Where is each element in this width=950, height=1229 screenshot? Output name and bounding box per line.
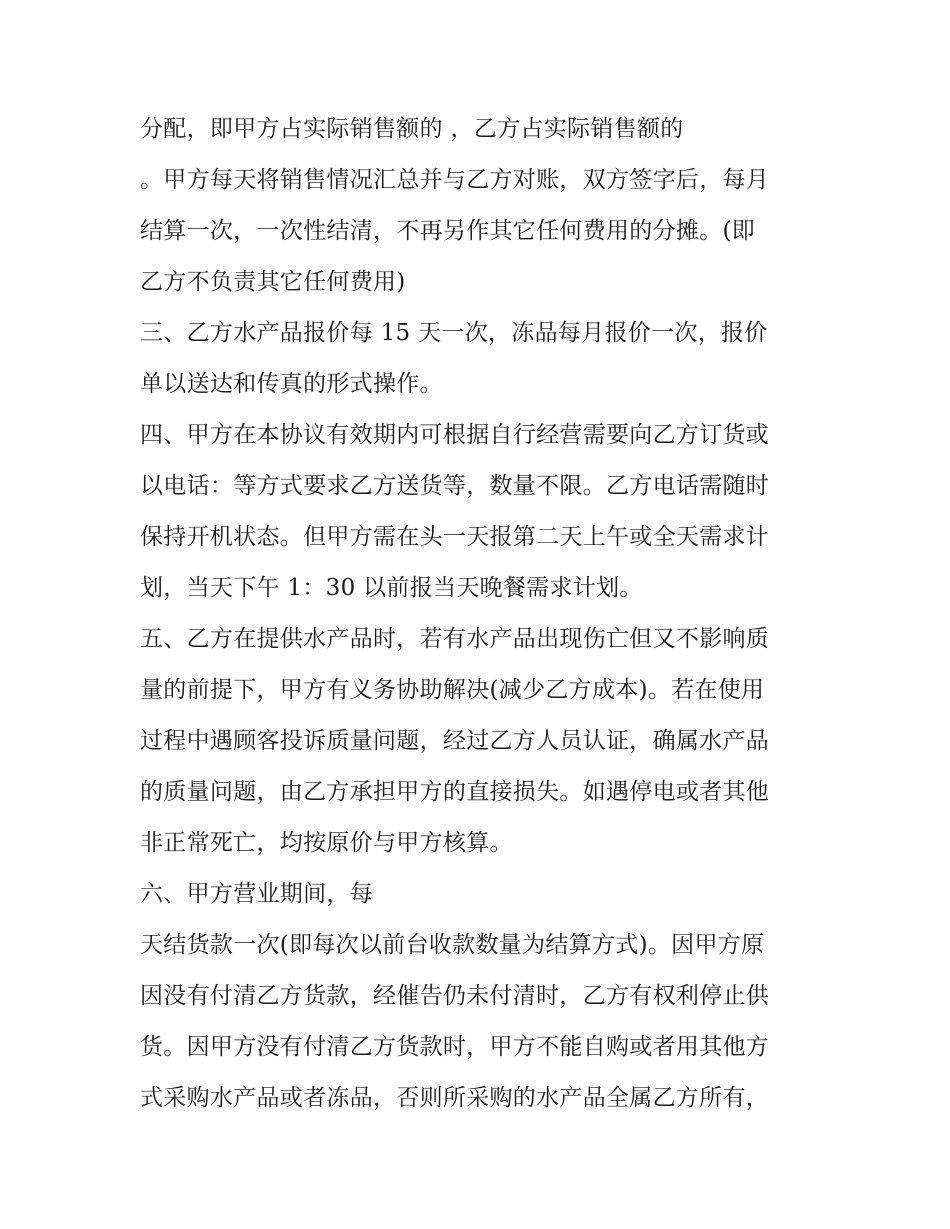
text-line: 过程中遇顾客投诉质量问题，经过乙方人员认证，确属水产品 [140,728,770,754]
text-line: 乙方不负责其它任何费用) [140,269,406,295]
section-3-line: 三、乙方水产品报价每 15 天一次，冻品每月报价一次，报价 [140,320,768,346]
text-line: 非正常死亡，均按原价与甲方核算。 [140,830,513,856]
text-line: 单以送达和传真的形式操作。 [140,371,443,397]
text-line: 货。因甲方没有付清乙方货款时，甲方不能自购或者用其他方 [140,1034,770,1060]
text-line: 天结货款一次(即每次以前台收款数量为结算方式)。因甲方原 [140,932,765,958]
text-line: 以电话：等方式要求乙方送货等，数量不限。乙方电话需随时 [140,473,770,499]
text-line: 因没有付清乙方货款，经催告仍未付清时，乙方有权利停止供 [140,983,770,1009]
text-line: 。甲方每天将销售情况汇总并与乙方对账，双方签字后，每月 [140,167,770,193]
text-line: 结算一次，一次性结清，不再另作其它任何费用的分摊。(即 [140,218,756,244]
text-line: 的质量问题，由乙方承担甲方的直接损失。如遇停电或者其他 [140,779,770,805]
text-line: 划，当天下午 1：30 以前报当天晚餐需求计划。 [140,575,643,601]
section-5-line: 五、乙方在提供水产品时，若有水产品出现伤亡但又不影响质 [140,626,770,652]
section-4-line: 四、甲方在本协议有效期内可根据自行经营需要向乙方订货或 [140,422,770,448]
document-body [140,104,820,1124]
text-line: 量的前提下，甲方有义务协助解决(减少乙方成本)。若在使用 [140,677,765,703]
text-line: 分配，即甲方占实际销售额的 ，乙方占实际销售额的 [140,116,684,142]
text-line: 保持开机状态。但甲方需在头一天报第二天上午或全天需求计 [140,524,770,550]
section-6-line: 六、甲方营业期间，每 [140,881,373,907]
text-line: 式采购水产品或者冻品，否则所采购的水产品全属乙方所有， [140,1085,770,1111]
